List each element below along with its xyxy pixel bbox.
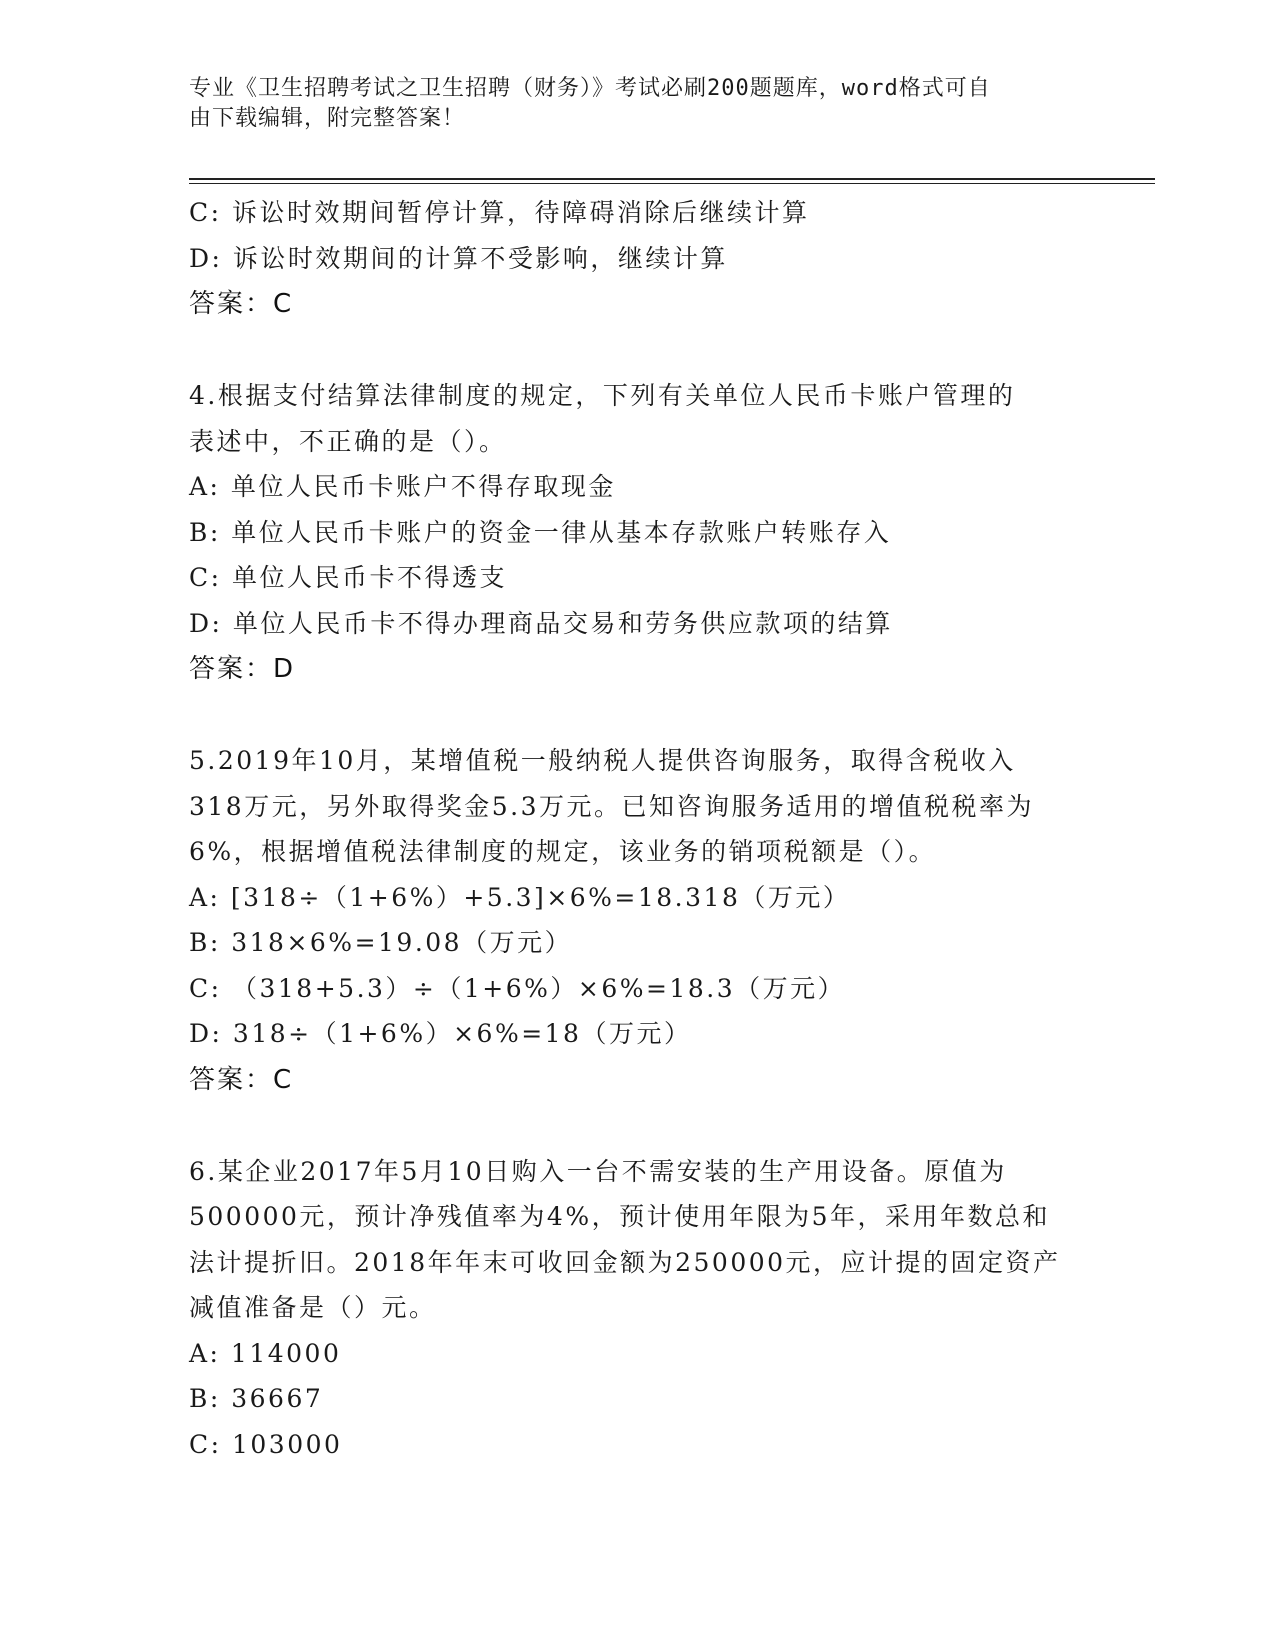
question-5 [189, 738, 1089, 1103]
q6-stem-line-2: 500000元，预计净残值率为4%，预计使用年限为5年，采用年数总和 [189, 1202, 1051, 1231]
q4-option-a: A: 单位人民币卡账户不得存取现金 [189, 472, 616, 501]
document-body [189, 190, 1089, 1467]
q5-option-c: C: （318+5.3）÷（1+6%）×6%=18.3（万元） [189, 973, 846, 1003]
header-title-line-2: 由下载编辑，附完整答案！ [189, 106, 466, 131]
spacer [189, 327, 1089, 373]
q5-option-a: A: [318÷（1+6%）+5.3]×6%=18.318（万元） [189, 882, 851, 912]
header-divider-thick [189, 178, 1155, 180]
q3-option-d: D: 诉讼时效期间的计算不受影响，继续计算 [189, 243, 728, 273]
q4-answer: 答案：D [189, 654, 296, 684]
q5-option-d: D: 318÷（1+6%）×6%=18（万元） [189, 1019, 692, 1048]
spacer [189, 1103, 1089, 1149]
q6-option-a: A: 114000 [189, 1338, 342, 1368]
q4-option-b: B: 单位人民币卡账户的资金一律从基本存款账户转账存入 [189, 517, 892, 547]
q4-option-c: C: 单位人民币卡不得透支 [189, 563, 507, 592]
question-6 [189, 1149, 1089, 1468]
q3-answer: 答案：C [189, 289, 294, 319]
spacer [189, 692, 1089, 738]
q6-stem-line-1: 6.某企业2017年5月10日购入一台不需安装的生产用设备。原值为 [189, 1156, 1007, 1186]
q5-answer: 答案：C [189, 1064, 294, 1095]
q4-stem-line-2: 表述中，不正确的是（）。 [189, 426, 507, 456]
q6-stem-line-4: 减值准备是（）元。 [189, 1293, 437, 1322]
q5-stem-line-2: 318万元，另外取得奖金5.3万元。已知咨询服务适用的增值税税率为 [189, 791, 1034, 821]
q5-stem-line-1: 5.2019年10月，某增值税一般纳税人提供咨询服务，取得含税收入 [189, 746, 1016, 775]
q6-stem-line-3: 法计提折旧。2018年年末可收回金额为250000元，应计提的固定资产 [189, 1247, 1061, 1277]
q6-option-b: B: 36667 [189, 1384, 324, 1413]
question-4 [189, 373, 1089, 692]
document-header [189, 74, 1069, 134]
q5-option-b: B: 318×6%=19.08（万元） [189, 928, 573, 957]
header-divider-thin [189, 183, 1155, 184]
q4-option-d: D: 单位人民币卡不得办理商品交易和劳务供应款项的结算 [189, 608, 893, 638]
q6-option-c: C: 103000 [189, 1429, 343, 1459]
q3-option-c: C: 诉讼时效期间暂停计算，待障碍消除后继续计算 [189, 198, 810, 227]
question-3-tail [189, 190, 1089, 327]
header-title-line-1: 专业《卫生招聘考试之卫生招聘（财务）》考试必刷200题题库，word格式可自 [189, 76, 991, 101]
q4-stem-line-1: 4.根据支付结算法律制度的规定，下列有关单位人民币卡账户管理的 [189, 381, 1016, 410]
q5-stem-line-3: 6%，根据增值税法律制度的规定，该业务的销项税额是（）。 [189, 837, 937, 866]
